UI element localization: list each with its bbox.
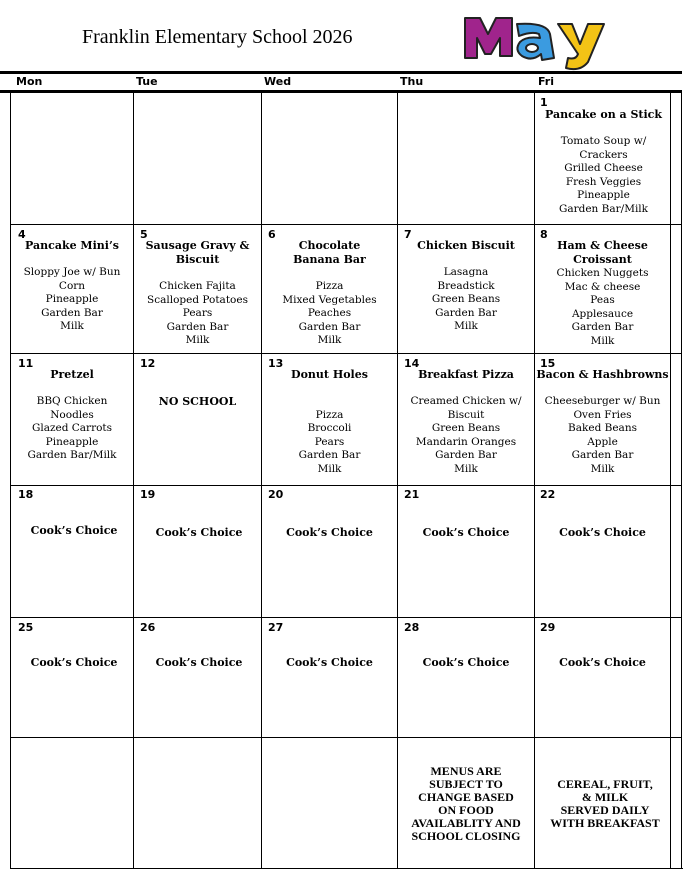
- day-cell: [11, 368, 133, 463]
- cooks-choice-label: Cook’s Choice: [155, 656, 243, 669]
- day-cell: [535, 368, 670, 476]
- day-number: 12: [140, 357, 156, 370]
- day-cell: [262, 239, 397, 348]
- day-cell: [134, 395, 261, 409]
- lunch-menu: BBQ Chicken Noodles Glazed Carrots Pineapple Garden Bar/Milk: [27, 395, 117, 461]
- weekday-thu: Thu: [400, 75, 424, 88]
- day-cell: [398, 239, 534, 334]
- menu-change-notice: MENUS ARE SUBJECT TO CHANGE BASED ON FOOD AVAILABLITY AND SCHOOL CLOSING: [411, 764, 521, 843]
- lunch-menu: Lasagna Breadstick Green Beans Garden Bar Milk: [431, 266, 501, 332]
- daily-breakfast-notice: CEREAL, FRUIT, & MILK SERVED DAILY WITH BREAKFAST: [550, 777, 660, 830]
- breakfast-item: Pretzel: [50, 368, 94, 381]
- cooks-choice-label: Cook’s Choice: [30, 524, 118, 537]
- lunch-menu: Chicken Nuggets Mac & cheese Peas Applesauce Garden Bar Milk: [556, 267, 649, 347]
- day-number: 28: [404, 621, 420, 634]
- day-number: 6: [268, 228, 276, 241]
- cooks-choice-label: Cook’s Choice: [30, 656, 118, 669]
- day-number: 8: [540, 228, 548, 241]
- breakfast-item: Sausage Gravy & Biscuit: [145, 239, 250, 266]
- day-cell: [398, 368, 534, 476]
- day-cell: [11, 239, 133, 334]
- day-number: 15: [540, 357, 556, 370]
- day-number: 11: [18, 357, 34, 370]
- breakfast-item: Chicken Biscuit: [417, 239, 515, 252]
- cooks-choice-label: Cook’s Choice: [286, 656, 373, 669]
- day-number: 7: [404, 228, 412, 241]
- lunch-menu: Tomato Soup w/ Crackers Grilled Cheese Fresh Veggies Pineapple Garden Bar/Milk: [558, 135, 649, 215]
- weekday-tue: Tue: [136, 75, 158, 88]
- cooks-choice-label: Cook’s Choice: [422, 656, 510, 669]
- breakfast-item: Breakfast Pizza: [418, 368, 514, 381]
- lunch-menu: Pizza Mixed Vegetables Peaches Garden Bar Milk: [282, 280, 377, 346]
- month-logo: [462, 10, 612, 72]
- breakfast-item: Chocolate Banana Bar: [293, 239, 366, 266]
- day-cell: [134, 239, 261, 348]
- lunch-menu: Chicken Fajita Scalloped Potatoes Pears Garden Bar Milk: [147, 280, 248, 346]
- breakfast-item: Pancake on a Stick: [544, 108, 663, 121]
- day-number: 21: [404, 488, 420, 501]
- day-number: 25: [18, 621, 34, 634]
- weekday-mon: Mon: [16, 75, 43, 88]
- breakfast-item: Pancake Mini’s: [25, 239, 119, 252]
- day-number: 29: [540, 621, 556, 634]
- breakfast-item: Bacon & Hashbrowns: [536, 368, 669, 381]
- cooks-choice-label: Cook’s Choice: [286, 526, 373, 539]
- cooks-choice-label: Cook’s Choice: [155, 526, 243, 539]
- breakfast-item: Ham & Cheese Croissant: [557, 239, 648, 266]
- day-number: 20: [268, 488, 284, 501]
- cooks-choice-label: Cook’s Choice: [559, 656, 646, 669]
- cooks-choice-label: Cook’s Choice: [422, 526, 510, 539]
- day-number: 22: [540, 488, 556, 501]
- lunch-menu: Pizza Broccoli Pears Garden Bar Milk: [298, 408, 361, 475]
- day-number: 14: [404, 357, 420, 370]
- lunch-menu: Sloppy Joe w/ Bun Corn Pineapple Garden Bar Milk: [23, 266, 121, 332]
- day-number: 27: [268, 621, 284, 634]
- day-number: 5: [140, 228, 148, 241]
- day-cell: [537, 108, 670, 216]
- day-number: 13: [268, 357, 284, 370]
- day-number: 1: [540, 96, 548, 109]
- day-cell: [535, 239, 670, 348]
- lunch-menu: Creamed Chicken w/ Biscuit Green Beans Mandarin Oranges Garden Bar Milk: [410, 395, 522, 475]
- weekday-fri: Fri: [538, 75, 555, 88]
- may-logo-graphic: [462, 10, 612, 72]
- lunch-menu: Cheeseburger w/ Bun Oven Fries Baked Beans Apple Garden Bar Milk: [544, 395, 661, 475]
- no-school-label: NO SCHOOL: [158, 395, 237, 408]
- weekday-wed: Wed: [264, 75, 292, 88]
- day-number: 18: [18, 488, 34, 501]
- page-title: Franklin Elementary School 2026: [82, 26, 353, 48]
- day-number: 26: [140, 621, 156, 634]
- day-number: 19: [140, 488, 156, 501]
- cooks-choice-label: Cook’s Choice: [559, 526, 646, 539]
- day-number: 4: [18, 228, 26, 241]
- day-cell: [262, 368, 397, 476]
- breakfast-item: Donut Holes: [291, 368, 368, 381]
